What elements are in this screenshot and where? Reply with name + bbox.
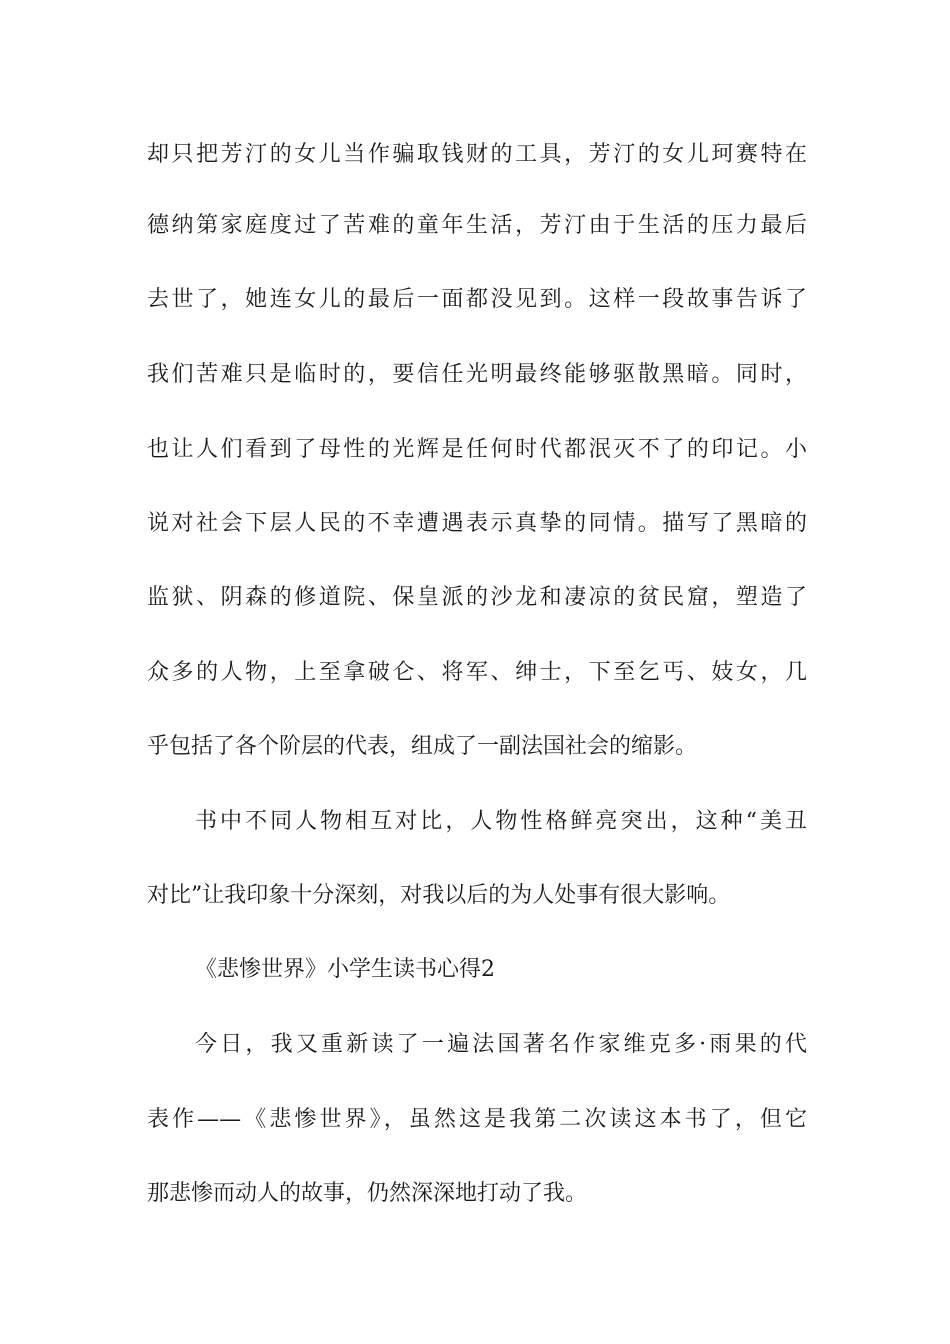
text-line: 我们苦难只是临时的，要信任光明最终能够驱散黑暗。同时， [147,362,807,387]
section-heading: 《悲惨世界》小学生读书心得2 [195,957,495,982]
paragraph-first-line: 书中不同人物相互对比，人物性格鲜亮突出，这种“美丑 [195,809,807,834]
text-line: 乎包括了各个阶层的代表，组成了一副法国社会的缩影。 [147,734,698,759]
text-line: 监狱、阴森的修道院、保皇派的沙龙和凄凉的贫民窟，塑造了 [147,585,807,610]
text-line: 也让人们看到了母性的光辉是任何时代都泯灭不了的印记。小 [147,437,807,462]
paragraph-first-line: 今日，我又重新读了一遍法国著名作家维克多·雨果的代 [195,1032,807,1057]
text-line: 表作——《悲惨世界》，虽然这是我第二次读这本书了，但它 [147,1107,807,1132]
text-line: 对比”让我印象十分深刻，对我以后的为人处事有很大影响。 [147,883,731,908]
text-line: 去世了，她连女儿的最后一面都没见到。这样一段故事告诉了 [147,287,807,312]
text-line: 那悲惨而动人的故事，仍然深深地打动了我。 [147,1181,588,1206]
text-line: 众多的人物，上至拿破仑、将军、绅士，下至乞丐、妓女，几 [147,660,807,685]
text-line: 却只把芳汀的女儿当作骗取钱财的工具，芳汀的女儿珂赛特在 [147,142,807,167]
text-line: 德纳第家庭度过了苦难的童年生活，芳汀由于生活的压力最后 [147,213,807,238]
text-line: 说对社会下层人民的不幸遭遇表示真挚的同情。描写了黑暗的 [147,511,807,536]
